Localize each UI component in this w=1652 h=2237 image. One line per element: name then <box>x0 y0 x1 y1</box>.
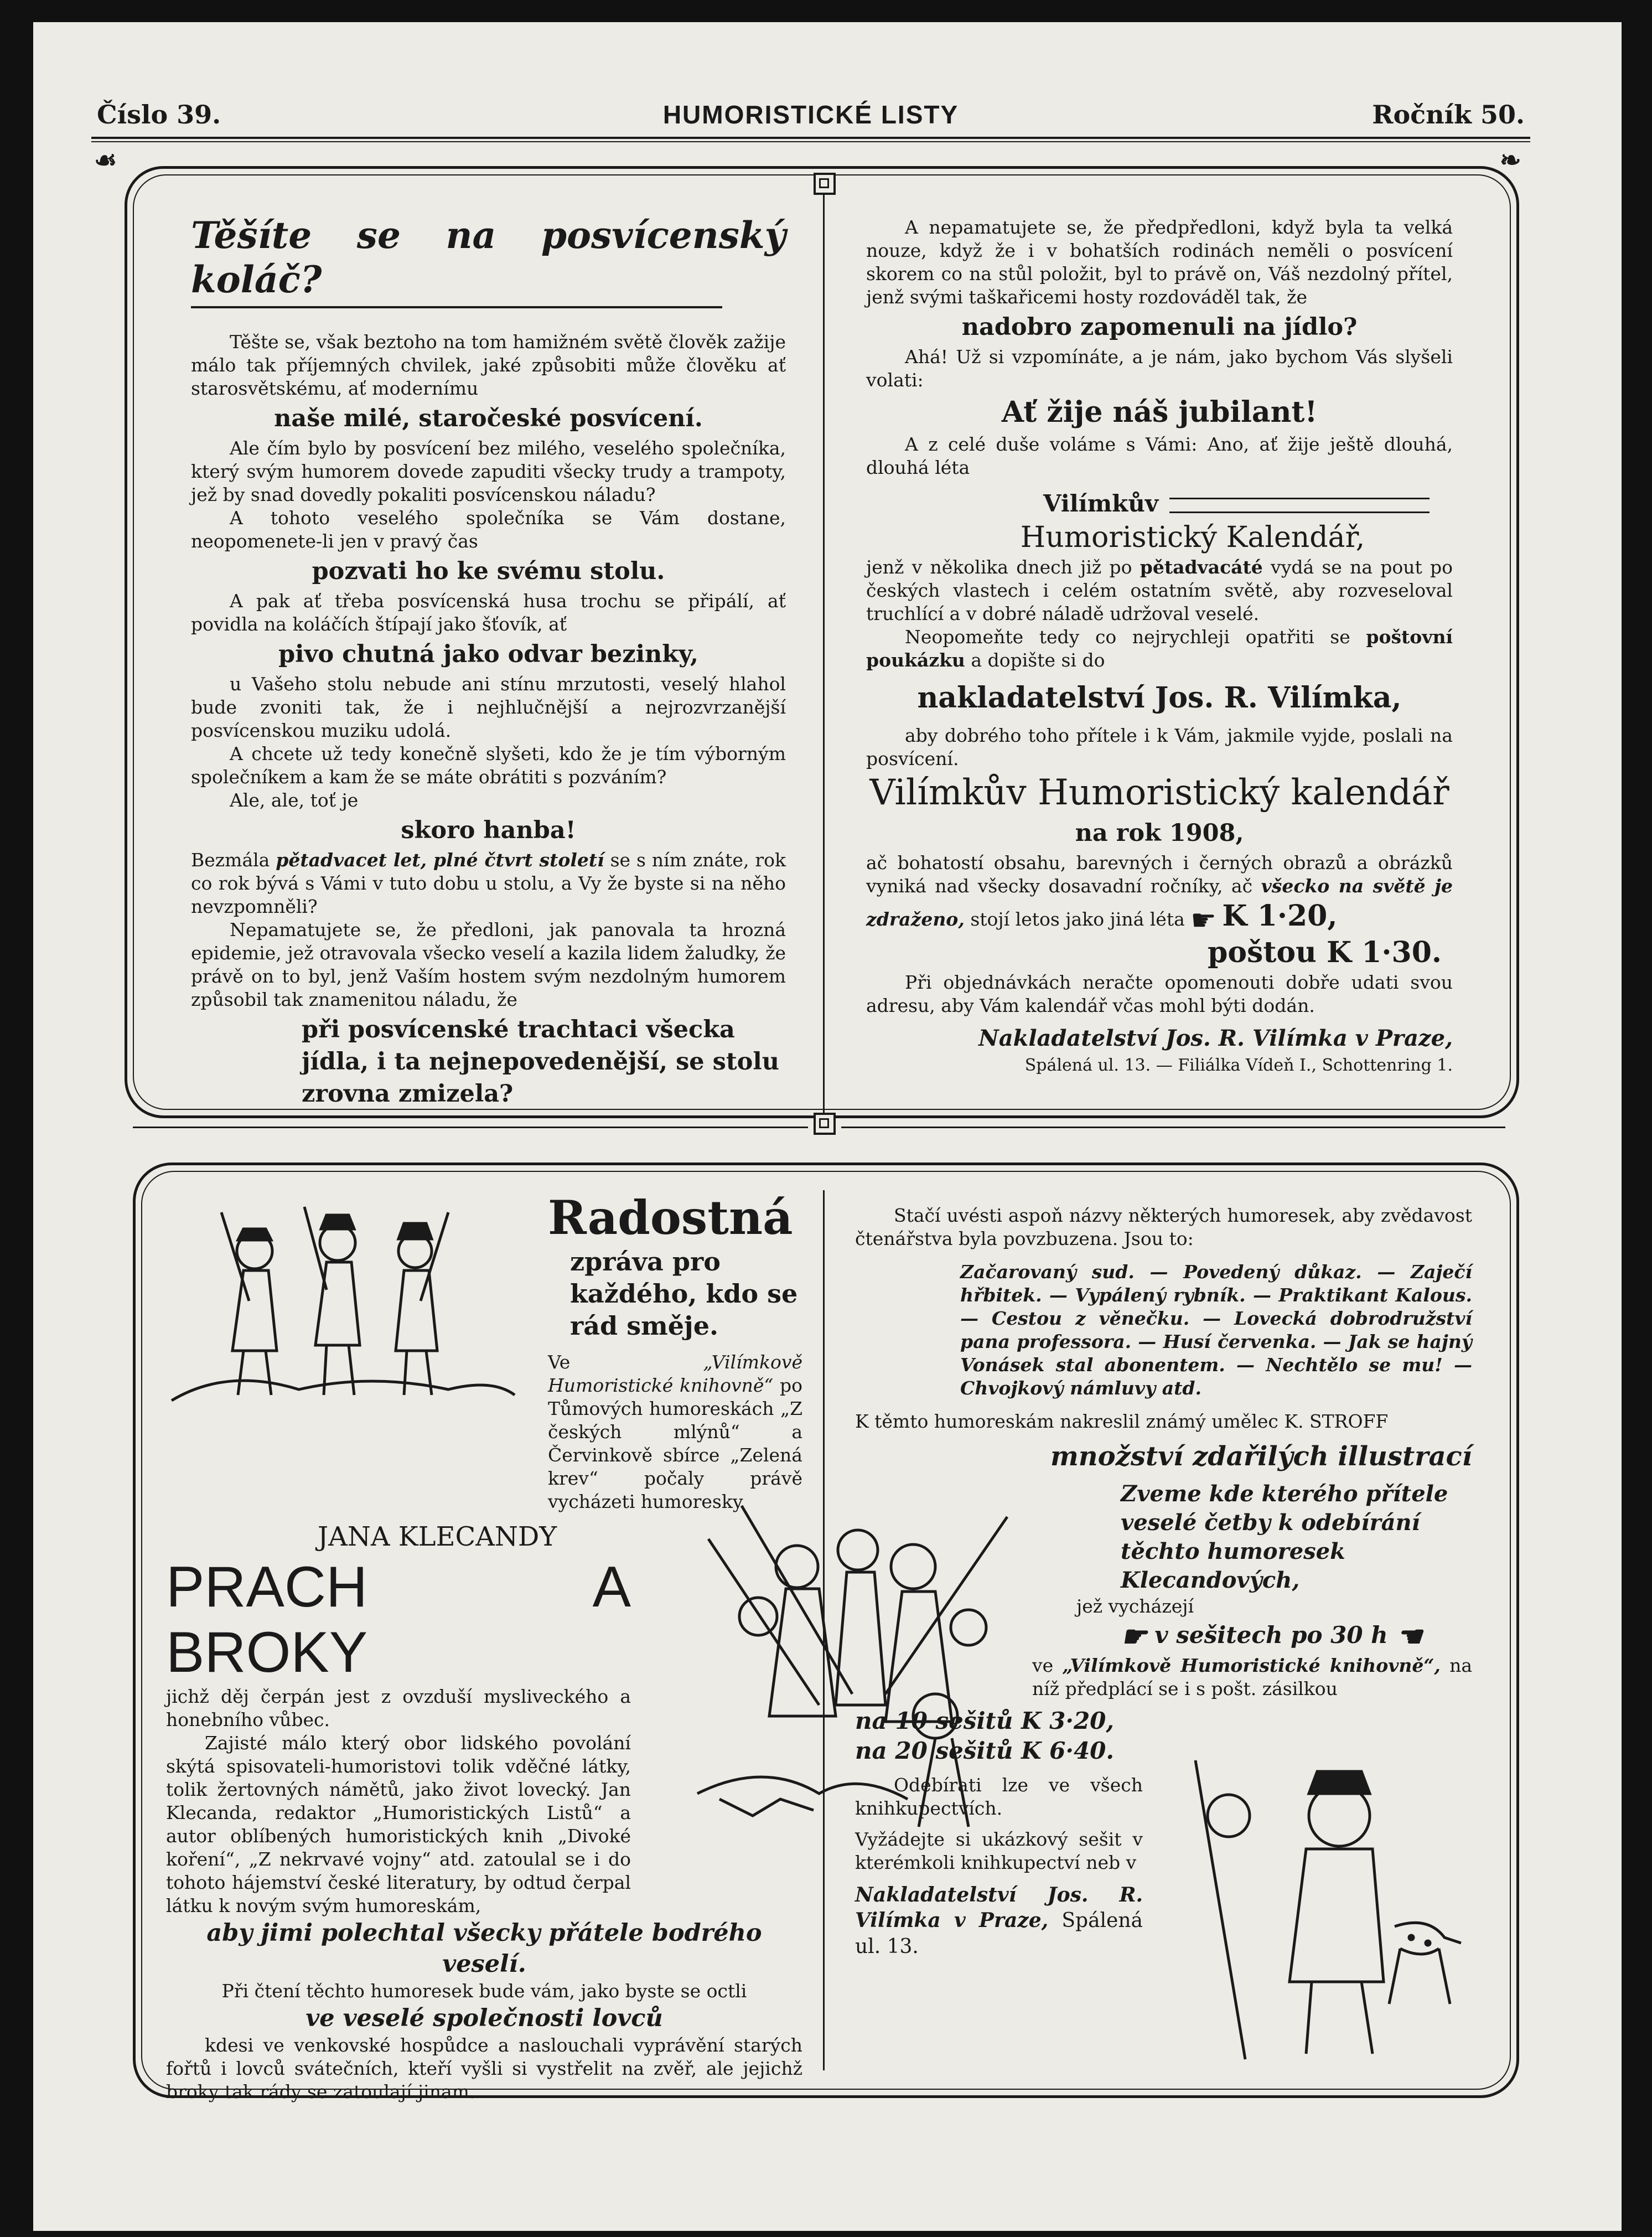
pointing-hand-icon: ☚ <box>1396 1620 1422 1654</box>
text-run-italic: všecko na světě je zdraženo, <box>866 875 1453 930</box>
ad1-paragraph <box>866 556 1453 626</box>
text-run-italic: v sešitech po 30 h <box>1154 1621 1388 1649</box>
ad2-paragraph: Při čtení těchto humoresek bude vám, jako byste se octli <box>221 1980 747 2002</box>
pointing-hand-icon: ☛ <box>1121 1620 1147 1654</box>
hunter-dog-drawing <box>1151 1749 1483 2070</box>
ad1-paragraph: Při objednávkách neračte opomenouti dobře udati svou adresu, aby Vám kalendář včas mohl býti dodán. <box>866 972 1453 1016</box>
header-rule <box>91 137 1530 139</box>
ad1-paragraph: A z celé duše voláme s Vámi: Ano, ať žije ještě dlouhá, dlouhá léta <box>866 433 1453 478</box>
column-divider <box>823 188 825 1124</box>
brand-title: Humoristický Kalendář, <box>1020 521 1365 554</box>
ad2-highlight: ve veselé společnosti lovců <box>305 2004 663 2032</box>
ad1-paragraph: A pak ať třeba posvícenská husa trochu se připálí, ať povidla na koláčích štípají jako šťovík, ať <box>191 590 786 635</box>
ad1-highlight: naše milé, staročeské posvícení. <box>274 405 703 432</box>
ad1-paragraph: A nepamatujete se, že předpředloni, když byla ta velká nouze, když že i v bohatších rodinách neměli o posvícení skorem co na stůl položit, byl to právě on, Váš nezdolný přítel, jenž svými taškařicemi hosty rozdováděl tak, že <box>866 216 1453 308</box>
ad1-paragraph: u Vašeho stolu nebude ani stínu mrzutosti, veselý hlahol bude zvoniti tak, že i nejhlučnější a nejrozvrzanější posvícenskou muziku udolá. <box>191 673 786 741</box>
ad1-highlight: při posvícenské trachtaci všecka jídla, i ta nejnepovedenější, se stolu zrovna zmizela? <box>302 1016 779 1108</box>
ad1-highlight: skoro hanba! <box>401 817 576 844</box>
ad2-paragraph: K těmto humoreskám nakreslil známý umělec K. STROFF <box>855 1411 1389 1432</box>
publisher-address: Spálená ul. 13. <box>855 1909 1143 1958</box>
headline-underline <box>191 306 722 308</box>
text-run: Ve <box>548 1351 571 1373</box>
ad2-paragraph: Odebírati lze ve všech knihkupectvích. <box>855 1774 1143 1819</box>
brand-line <box>866 488 1453 519</box>
price-label: poštou <box>1208 936 1317 969</box>
ad2-paragraph: kdesi ve venkovské hospůdce a naslouchali vyprávění starých fořtů i lovců svátečních, kteří vyšli si vystřelit na zvěř, ale jejichž broky tak rády se zatoulají jinam. <box>166 2034 802 2102</box>
ad1-paragraph: Ale, ale, toť je <box>230 789 359 811</box>
publisher-signature: Nakladatelství Jos. R. Vilímka v Praze, <box>978 1025 1453 1051</box>
subscription-price: na 20 sešitů K 6·40. <box>855 1737 1115 1764</box>
text-run-bold: pětadvacáté <box>1140 556 1263 578</box>
ad1-highlight: pivo chutná jako odvar bezinky, <box>278 640 698 668</box>
publisher-address: Spálená ul. 13. — Filiálka Vídeň I., Schottenring 1. <box>1024 1056 1453 1075</box>
subscription-price: na 10 sešitů K 3·20, <box>855 1707 1115 1734</box>
ad2-paragraph: jichž děj čerpán jest z ovzduší mysliveckého a honebního vůbec. <box>166 1686 631 1730</box>
text-run-italic: pětadvacet let, plné čtvrt století <box>276 849 604 871</box>
text-run: ač bohatostí obsahu, barevných i černých obrazů a obrázků vyniká nad všecky dosavadní ročníky, ač <box>866 852 1453 897</box>
ad2-subheadline: zpráva pro každého, kdo se rád směje. <box>570 1247 798 1341</box>
publisher-highlight: nakladatelství Jos. R. Vilímka, <box>917 681 1402 715</box>
ad2-paragraph: Zajisté málo který obor lidského povolání skýtá spisovateli-humoristovi tolik vděčné látky, tolik žertovných námětů, jako život lovecký. Jan Klecanda, redaktor „Humoristických Listů“ a autor oblíbených humoristických knih „Divoké koření“, „Z nekrvavé vojny“ atd. zatoulal se i do tohoto hájemství české literatury, by odtud čerpal látku k novým svým humoreskám, <box>166 1732 631 1916</box>
divider-ornament-icon <box>814 1113 836 1135</box>
ad1-highlight: Ať žije náš jubilant! <box>1001 395 1318 429</box>
hunter-dog-illustration <box>1151 1749 1483 2070</box>
calendar-year: na rok 1908, <box>1075 819 1244 847</box>
ad2-highlight: aby jimi polechtal všecky přátele bodrého veselí. <box>206 1919 762 1978</box>
text-run: stojí letos jako jiná léta <box>970 908 1185 930</box>
text-run-bold: poštovní poukázku <box>866 626 1453 671</box>
text-run: na níž předplácí se i s pošt. zásilkou <box>1032 1655 1472 1699</box>
text-run: Neopomeňte tedy co nejrychleji opatřiti se <box>905 626 1350 648</box>
ad1-paragraph: aby dobrého toho přítele i k Vám, jakmile vyjde, poslali na posvícení. <box>866 725 1453 769</box>
header-rule-thin <box>91 141 1530 142</box>
author-name: JANA KLECANDY <box>317 1521 557 1552</box>
issue-price-line <box>1121 1618 1472 1654</box>
ad1-paragraph <box>191 849 786 918</box>
text-run-italic: „Vilímkově Humoristické knihovně“, <box>1062 1655 1441 1676</box>
price: K 1·20, <box>1222 899 1338 933</box>
pointing-hand-icon: ☛ <box>1190 904 1216 937</box>
ad2-invitation: Zveme kde kterého přítele veselé četby k odebírání těchto humoresek Klecandových, <box>1121 1481 1448 1593</box>
text-run: po Tůmových humoreskách „Z českých mlýnů“ a Červinkově sbírce „Zelená krev“ počaly právě vycházeti humoresky <box>548 1375 802 1512</box>
section-rule <box>841 1127 1505 1128</box>
calendar-title: Vilímkův Humoristický kalendář <box>869 772 1449 813</box>
ad2-paragraph: Stačí uvésti aspoň názvy některých humoresek, aby zvědavost čtenářstva byla povzbuzena. Jsou to: <box>855 1205 1472 1249</box>
ad1-highlight: pozvati ho ke svému stolu. <box>312 557 665 585</box>
corner-ornament-icon: ☙ <box>94 145 117 175</box>
volume-number: Ročník 50. <box>1372 100 1525 130</box>
ad2-paragraph <box>1032 1654 1472 1701</box>
text-run: Bezmála <box>191 849 270 871</box>
ad1-paragraph: A tohoto veselého společníka se Vám dostane, neopomenete-li jen v pravý čas <box>191 507 786 552</box>
text-run: vydá se na pout po českých vlastech i celém ostatním světě, aby rozveseloval truchlící a v dobré náladě udržoval veselé. <box>866 556 1453 624</box>
ad1-highlight: nadobro zapomenuli na jídlo? <box>961 313 1358 341</box>
publisher-signature <box>855 1882 1143 1960</box>
humoresque-list: Začarovaný sud. — Povedený důkaz. — Zaječí hřbitek. — Vypálený rybník. — Praktikant Kalous. — Cestou z věnečku. — Lovecká dobrodružství pana professora. — Husí červenka. — Jak se hajný Vonásek stal abonentem. — Nechtělo se mu! — Chvojkový námluvy atd. <box>960 1261 1472 1399</box>
divider-ornament-icon <box>814 173 836 195</box>
ad2-highlight: množství zdařilých illustrací <box>1050 1441 1472 1472</box>
ad2-headline: Radostná <box>548 1190 793 1245</box>
ad2-paragraph: Vyžádejte si ukázkový sešit v kterémkoli knihkupectví neb v <box>855 1828 1143 1873</box>
price: K 1·30. <box>1326 936 1442 969</box>
price-line <box>866 934 1453 971</box>
ad2-paragraph: jež vycházejí <box>1076 1595 1194 1617</box>
ad1-paragraph: Nepamatujete se, že předloni, jak panovala ta hrozná epidemie, jež otravovala všecko veselí a kazila lidem žaludky, že právě on to byl, jenž Vaším hostem svým nezdolným humorem způsobil tak znamenitou náladu, že <box>191 919 786 1010</box>
issue-number: Číslo 39. <box>97 100 221 130</box>
text-run: a dopište si do <box>971 649 1105 671</box>
decorative-lines <box>1169 498 1430 513</box>
text-run: se s ním znáte, rok co rok bývá s Vámi v tuto dobu u stolu, a Vy že byste si na něho nevzpomněli? <box>191 849 786 917</box>
text-run: jenž v několika dnech již po <box>866 556 1132 578</box>
ad1-right-column <box>866 216 1453 1077</box>
ad1-headline: Těšíte se na posvícenský koláč? <box>191 214 786 301</box>
book-title: PRACH A BROKY <box>166 1555 631 1685</box>
ad1-paragraph: Těšte se, však beztoho na tom hamižném světě člověk zažije málo tak příjemných chvilek, jaké způsobiti může člověku ať starosvětskému, ať modernímu <box>191 331 786 399</box>
corner-ornament-icon: ❧ <box>1500 145 1521 175</box>
masthead-title: HUMORISTICKÉ LISTY <box>662 100 959 129</box>
page-header <box>97 100 1525 133</box>
section-rule <box>133 1127 808 1128</box>
ad1-paragraph <box>866 851 1453 937</box>
ad1-paragraph: Ahá! Už si vzpomínáte, a je nám, jako bychom Vás slyšeli volati: <box>866 346 1453 391</box>
text-run-italic: Nakladatelství Jos. R. Vilímka v Praze, <box>855 1883 1143 1932</box>
ad1-paragraph: Ale čím bylo by posvícení bez milého, veselého společníka, který svým humorem dovede zapuditi všecky trudy a trampoty, jež by snad dovedly pokaliti posvícenskou náladu? <box>191 437 786 505</box>
ad1-left-column <box>191 213 786 1112</box>
text-run: ve <box>1032 1655 1054 1676</box>
brand-name: Vilímkův <box>1043 490 1159 517</box>
ad1-paragraph <box>866 626 1453 672</box>
text-run-italic: „Vilímkově Humoristické knihovně“ <box>548 1351 802 1396</box>
ad1-paragraph: A chcete už tedy konečně slyšeti, kdo že je tím výborným společníkem a kam že se máte obrátiti s pozváním? <box>191 743 786 788</box>
